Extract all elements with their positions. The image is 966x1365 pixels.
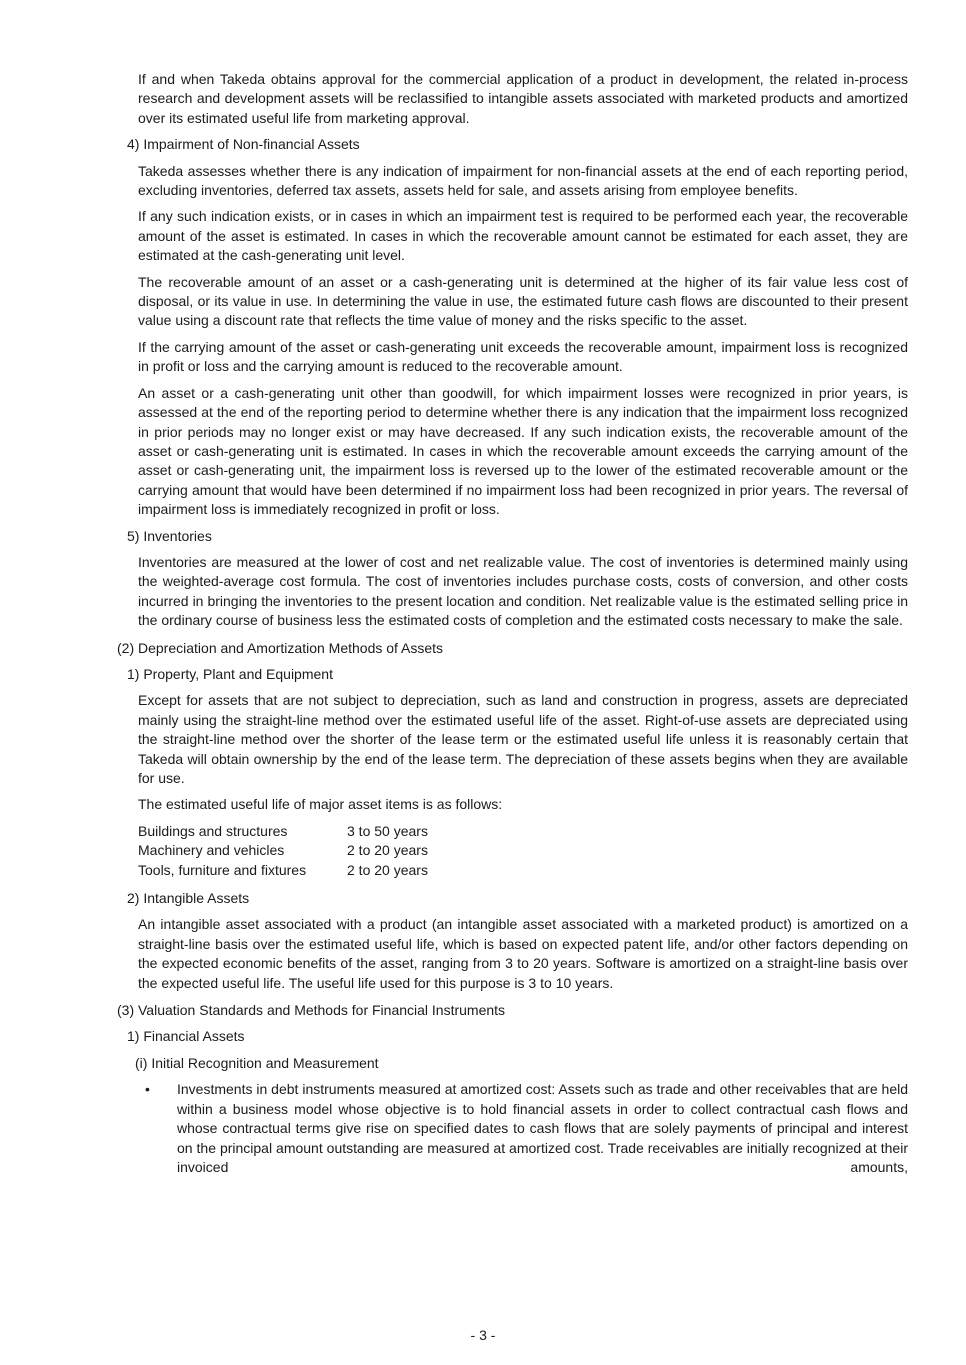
paragraph-debt-instruments-amortized-cost: Investments in debt instruments measured at amortized cost: Assets such as trade and other receivables that are held within a business model whose objective is to hold financial assets in order to collect contractual cash flows and whose contractual terms give rise on specified dates to cash flows that are solely payments of principal and interest on the principal amount outstanding are measured at amortized cost. Trade receivables are initially recognized at their invoiced amounts,	[177, 1081, 908, 1175]
asset-life-value: 2 to 20 years	[347, 842, 428, 859]
asset-item-label: Buildings and structures	[138, 822, 288, 839]
paragraph-intangible-amortization: An intangible asset associated with a product (an intangible asset associated with a marketed product) is amortized on a straight-line basis over the estimated useful life, which is based on expected patent life, and/or other factors depending on the expected economic benefits of the asset, ranging from 3 to 20 years. Software is amortized on a straight-line basis over the expected useful life. The useful life used for this purpose is 3 to 10 years.	[138, 916, 908, 991]
heading-valuation-standards-financial-instruments: (3) Valuation Standards and Methods for Financial Instruments	[117, 1002, 506, 1019]
heading-property-plant-equipment: 1) Property, Plant and Equipment	[127, 665, 333, 682]
table-row	[138, 841, 908, 860]
useful-life-table	[117, 822, 908, 880]
heading-financial-assets: 1) Financial Assets	[127, 1028, 245, 1045]
paragraph-recoverable-amount: The recoverable amount of an asset or a cash-generating unit is determined at the higher of its fair value less cost of disposal, or its value in use. In determining the value in use, the estimated future cash flows are discounted to their present value using a discount rate that reflects the time value of money and the risks specific to the asset.	[138, 273, 908, 329]
asset-item-label: Tools, furniture and fixtures	[138, 861, 307, 878]
page-number: - 3 -	[470, 1326, 496, 1343]
document-content	[117, 70, 908, 1184]
heading-inventories: 5) Inventories	[127, 527, 212, 544]
paragraph-impairment-reversal: An asset or a cash-generating unit other than goodwill, for which impairment losses were recognized in prior years, is assessed at the end of the reporting period to determine whether there is any indication that the impairment loss recognized in prior periods may no longer exist or may have decreased. If any such indication exists, the recoverable amount of the asset or cash-generating unit is estimated. In cases in which the recoverable amount exceeds the carrying amount of the asset or cash-generating unit, the impairment loss is reversed up to the lower of the estimated recoverable amount or the carrying amount that would have been determined if no impairment loss had been recognized in prior years. The reversal of impairment loss is immediately recognized in profit or loss.	[138, 384, 908, 518]
paragraph-inventories-measurement: Inventories are measured at the lower of cost and net realizable value. The cost of inventories is determined mainly using the weighted-average cost formula. The cost of inventories includes purchase costs, costs of conversion, and other costs incurred in bringing the inventories to the present location and condition. Net realizable value is the estimated selling price in the ordinary course of business less the estimated costs of completion and the estimated costs necessary to make the sale.	[138, 553, 908, 629]
heading-initial-recognition-measurement: (i) Initial Recognition and Measurement	[135, 1054, 379, 1071]
asset-life-value: 2 to 20 years	[347, 861, 428, 878]
heading-impairment-non-financial-assets: 4) Impairment of Non-financial Assets	[127, 136, 360, 153]
table-row	[138, 822, 908, 841]
asset-item-label: Machinery and vehicles	[138, 842, 285, 859]
paragraph-carrying-amount: If the carrying amount of the asset or cash-generating unit exceeds the recoverable amount, impairment loss is recognized in profit or loss and the carrying amount is reduced to the recoverable amount.	[138, 338, 908, 375]
asset-life-value: 3 to 50 years	[347, 822, 428, 839]
paragraph-depreciation-method: Except for assets that are not subject to depreciation, such as land and construction in progress, assets are depreciated mainly using the straight-line method over the estimated useful life of the asset. Right-of-use assets are depreciated using the straight-line method over the shorter of the lease term or the estimated useful life unless it is reasonably certain that Takeda will obtain ownership by the end of the lease term. The depreciation of these assets begins when they are available for use.	[138, 692, 908, 786]
heading-depreciation-amortization-methods: (2) Depreciation and Amortization Methods of Assets	[117, 639, 444, 656]
table-row	[138, 861, 908, 880]
paragraph-impairment-indication: Takeda assesses whether there is any indication of impairment for non-financial assets at the end of each reporting period, excluding inventories, deferred tax assets, assets held for sale, and assets arising from employee benefits.	[138, 162, 908, 199]
paragraph-ipr-reclassification: If and when Takeda obtains approval for the commercial application of a product in development, the related in-process research and development assets will be reclassified to intangible assets associated with marketed products and amortized over its estimated useful life from marketing approval.	[138, 71, 908, 126]
bullet-icon: •	[145, 1081, 150, 1098]
paragraph-impairment-test: If any such indication exists, or in cases in which an impairment test is required to be performed each year, the recoverable amount of the asset is estimated. In cases in which the recoverable amount cannot be estimated for each asset, they are estimated at the cash-generating unit level.	[138, 208, 908, 264]
paragraph-useful-life-intro: The estimated useful life of major asset items is as follows:	[138, 796, 503, 813]
heading-intangible-assets: 2) Intangible Assets	[127, 890, 250, 907]
bullet-item-debt-instruments	[117, 1080, 908, 1177]
